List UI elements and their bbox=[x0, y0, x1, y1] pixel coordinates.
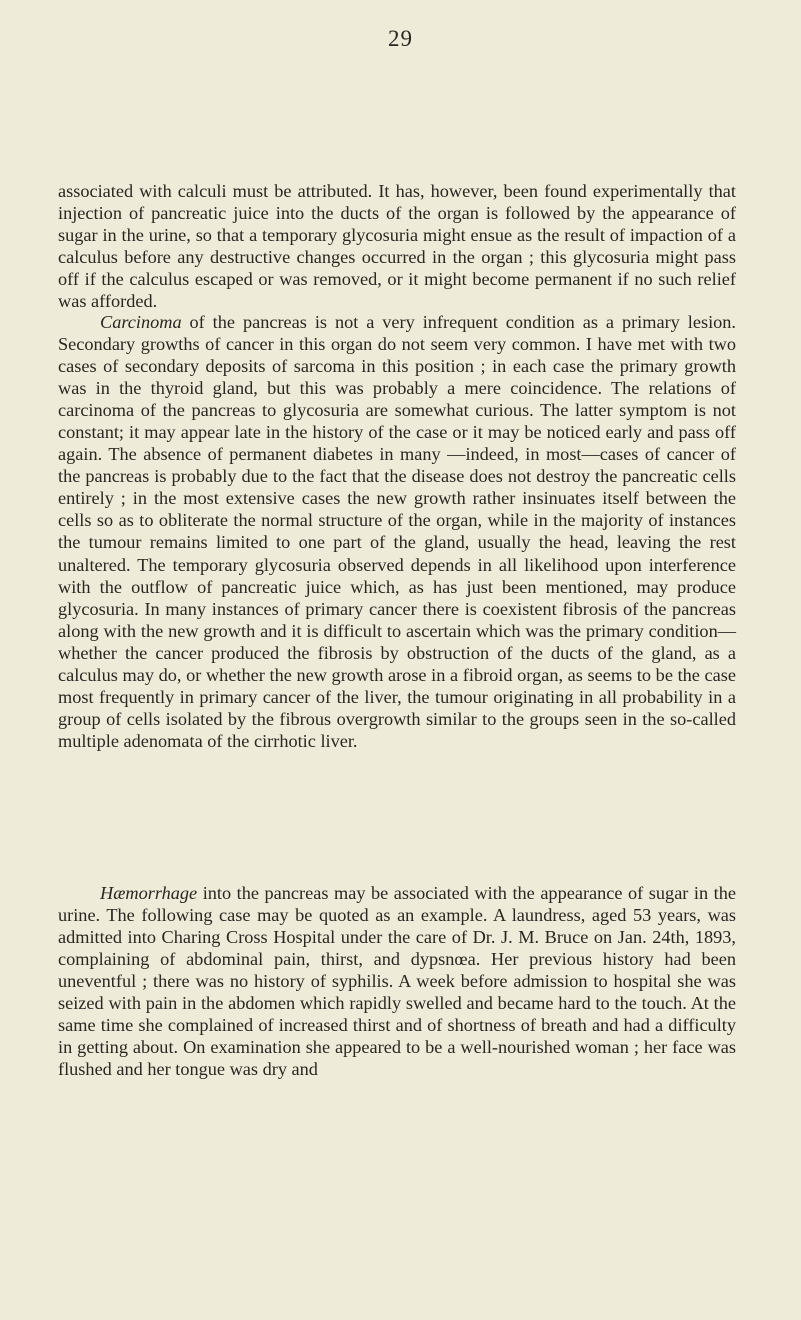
paragraph-text: into the pancreas may be associated with the appearance of sugar in the urine. The following case may be quoted as an example. A laundress, aged 53 years, was admitted into Charing Cross Hospital under the care of Dr. J. M. Bruce on Jan. 24th, 1893, complaining of abdominal pain, thirst, and dypsnœa. Her previous history had been uneventful ; there was no history of syphilis. A week before admission to hospital she was seized with pain in the abdomen which rapidly swelled and became hard to the touch. At the same time she complained of increased thirst and of shortness of breath and had a difficulty in getting about. On examination she appeared to be a well-nourished woman ; her face was flushed and her tongue was dry and bbox=[58, 883, 736, 1080]
paragraph-lead-italic: Hæmorrhage bbox=[100, 883, 198, 903]
paragraph-indent bbox=[58, 312, 100, 332]
paragraph-text: associated with calculi must be attributed. It has, however, been found experimentally that injection of pancreatic juice into the ducts of the organ is followed by the appearance of sugar in the urine, so that a temporary glycosuria might ensue as the result of impaction of a calculus before any destructive changes occurred in the organ ; this glycosuria might pass off if the calculus escaped or was removed, or it might become permanent if no such relief was afforded. bbox=[58, 181, 736, 312]
paragraph-text: of the pancreas is not a very infrequent condition as a primary lesion. Secondary growths of cancer in this organ do not seem very common. I have met with two cases of secondary deposits of sarcoma in this position ; in each case the primary growth was in the thyroid gland, but this was probably a mere coincidence. The relations of carcinoma of the pancreas to glycosuria are somewhat curious. The latter symptom is not constant; it may appear late in the history of the case or it may be noticed early and pass off again. The absence of permanent diabetes in many —indeed, in most—cases of cancer of the pancreas is probably due to the fact that the disease does not destroy the pancreatic cells entirely ; in the most extensive cases the new growth rather insinuates itself between the cells so as to obliterate the normal structure of the organ, while in the majority of instances the tumour remains limited to one part of the gland, usually the head, leaving the rest unaltered. The temporary glycosuria observed depends in all likelihood upon interference with the outflow of pancreatic juice which, as has just been mentioned, may produce glycosuria. In many instances of primary cancer there is coexistent fibrosis of the pancreas along with the new growth and it is difficult to ascertain which was the primary condition— whether the cancer produced the fibrosis by obstruction of the ducts of the gland, as a calculus may do, or whether the new growth arose in a fibroid organ, as seems to be the case most frequently in primary cancer of the liver, the tumour originating in all probability in a group of cells isolated by the fibrous overgrowth similar to the groups seen in the so-called multiple adenomata of the cirrhotic liver. bbox=[58, 312, 736, 751]
paragraph-carcinoma bbox=[58, 311, 736, 752]
paragraph-haemorrhage bbox=[58, 882, 736, 1080]
paragraph-lead-italic: Carcinoma bbox=[100, 312, 182, 332]
paragraph-indent bbox=[58, 883, 100, 903]
paragraph-calculi bbox=[58, 180, 736, 312]
page-number: 29 bbox=[388, 26, 413, 51]
